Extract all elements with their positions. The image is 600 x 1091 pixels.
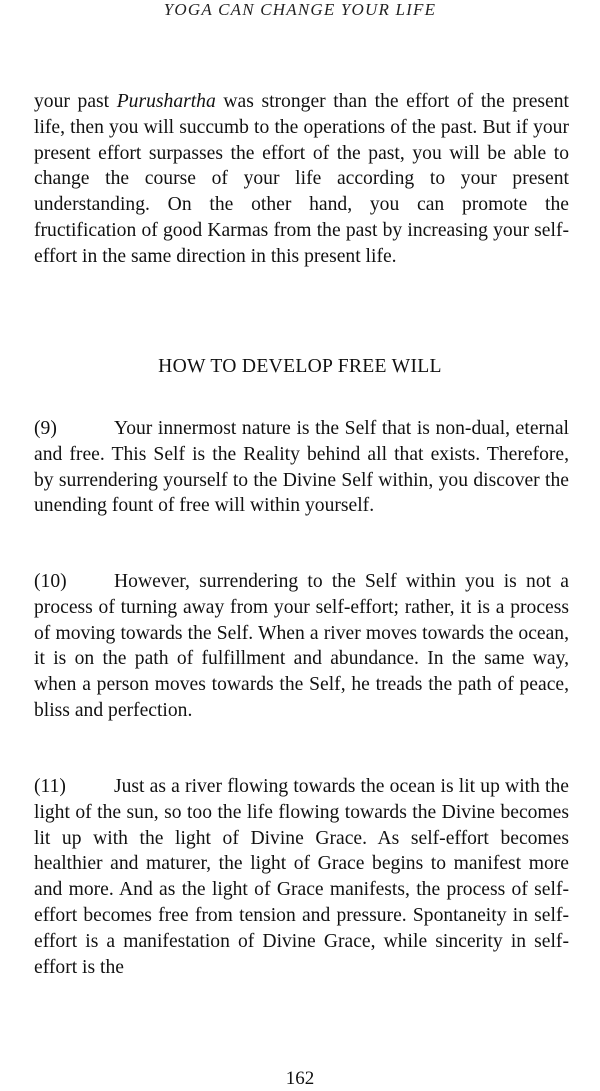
paragraph-number: (11): [34, 776, 66, 797]
paragraph-continued: [34, 89, 569, 270]
paragraph-text: Just as a river flowing towards the ocean is lit up with the light of the sun, so too the life flowing towards the Divine becomes lit up with the light of Divine Grace. As self-effort becomes healthier and maturer, the light of Grace begins to manifest more and more. And as the light of Grace manifests, the process of self-effort becomes free from tension and pressure. Spontaneity in self-effort is a manifestation of Divine Grace, while sincerity in self-effort is the: [34, 776, 569, 978]
paragraph-text: Your innermost nature is the Self that is non-dual, eternal and free. This Self is the Reality behind all that exists. Therefore, by surrendering yourself to the Divine Self within, you discover the unending fount of free will within yourself.: [34, 418, 569, 517]
paragraph-text: However, surrendering to the Self within you is not a process of turning away from your self-effort; rather, it is a process of moving towards the Self. When a river moves towards the ocean, it is on the path of fulfillment and abundance. In the same way, when a person moves towards the Self, he treads the path of peace, bliss and perfection.: [34, 571, 569, 721]
paragraph-number: (10): [34, 571, 67, 592]
page-number: 162: [285, 1068, 315, 1089]
paragraph-text-before-term: your past: [34, 91, 117, 112]
sanskrit-term: Purushartha: [116, 91, 216, 112]
paragraph-number: (9): [34, 418, 57, 439]
numbered-paragraph: [34, 774, 569, 980]
paragraph-text-after-term: was stronger than the effort of the present life, then you will succumb to the operations of the past. But if your present effort surpasses the effort of the past, you will be able to change the course of your life according to your present understanding. On the other hand, you can promote the fructification of good Karmas from the past by increasing your self-effort in the same direction in this present life.: [34, 91, 569, 267]
numbered-paragraph: [34, 416, 569, 519]
running-head: YOGA CAN CHANGE YOUR LIFE: [163, 0, 437, 19]
numbered-paragraph: [34, 569, 569, 724]
section-heading: HOW TO DEVELOP FREE WILL: [158, 356, 442, 377]
